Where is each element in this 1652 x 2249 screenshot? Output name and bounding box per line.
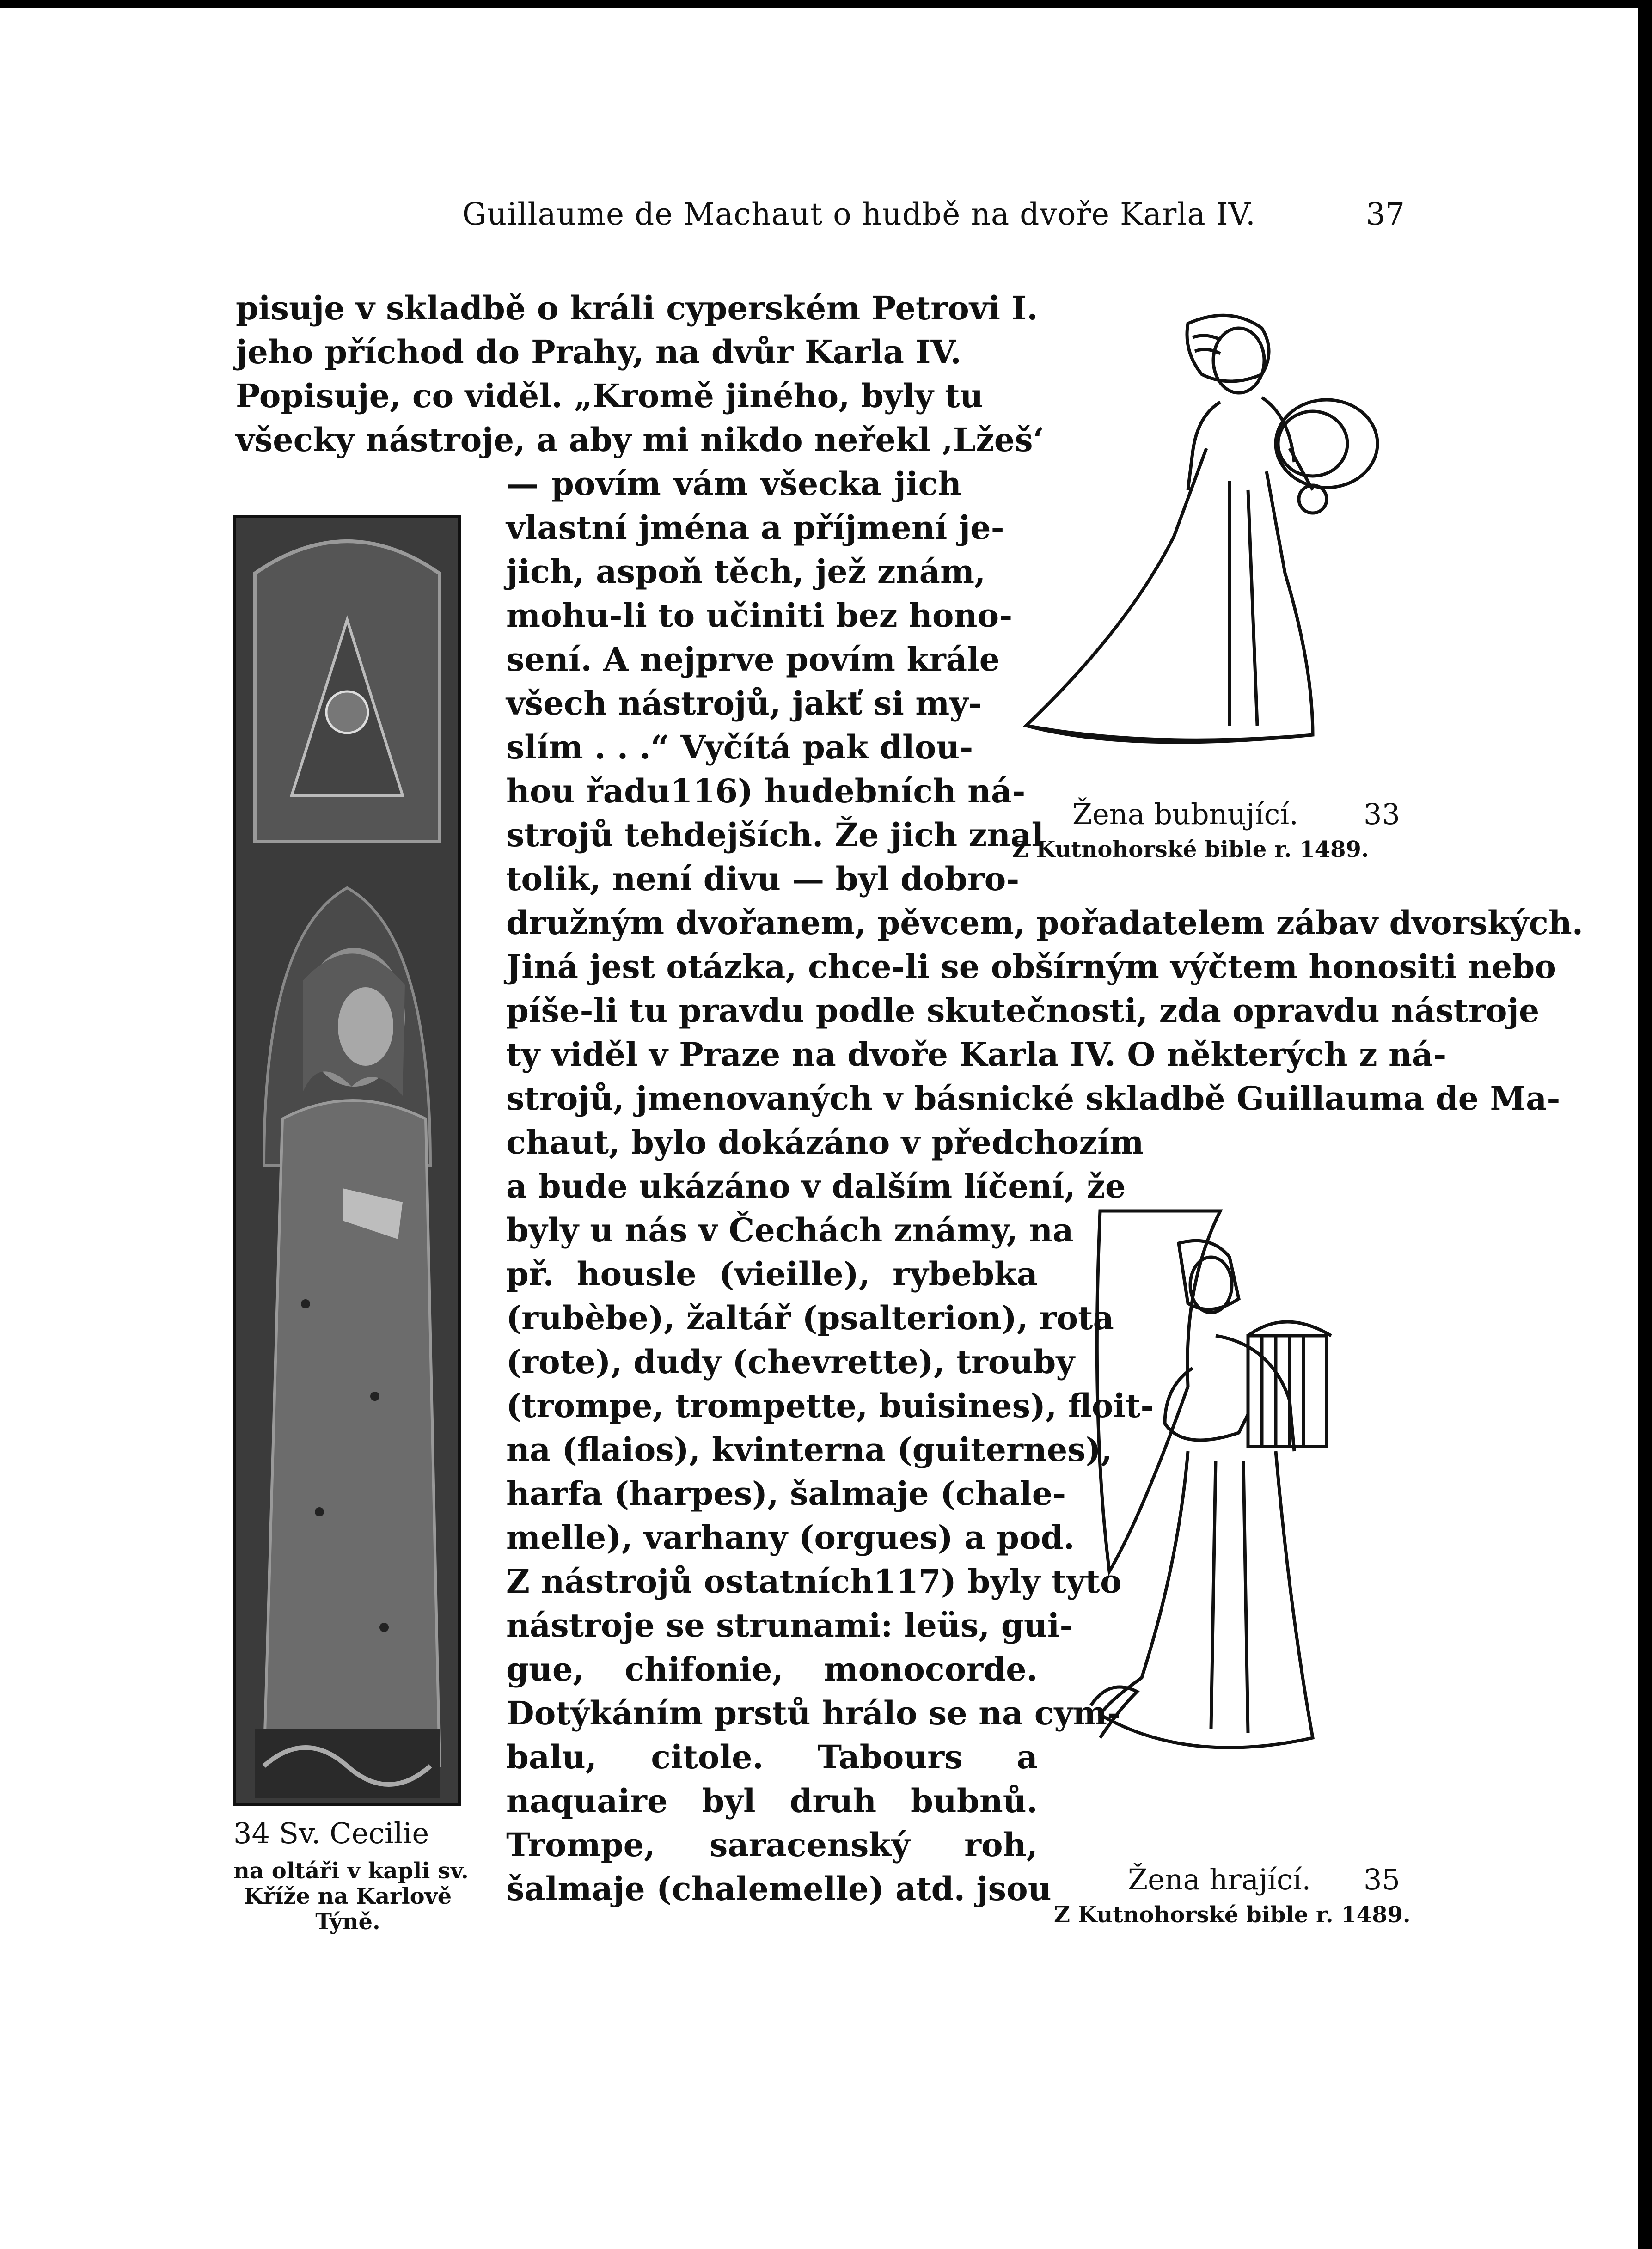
fig35-title: Žena hrající. xyxy=(1128,1863,1311,1896)
text-line: chaut, bylo dokázáno v předchozím xyxy=(506,1123,1144,1161)
text-line: Jiná jest otázka, chce-li se obšírným výčtem honositi nebo xyxy=(506,947,1556,986)
text-line: melle), varhany (orgues) a pod. xyxy=(506,1518,1075,1557)
text-line: naquaire byl druh bubnů. xyxy=(506,1782,1038,1820)
text-line: vlastní jména a příjmení je- xyxy=(506,508,1004,547)
text-line: Trompe, saracenský roh, xyxy=(506,1826,1038,1864)
fig35-source: Z Kutnohorské bible r. 1489. xyxy=(1054,1902,1411,1928)
text-line: strojů tehdejších. Že jich znal xyxy=(506,816,1044,854)
text-line: všech nástrojů, jakť si my- xyxy=(506,684,982,722)
text-line: Popisuje, co viděl. „Kromě jiného, byly tu xyxy=(236,377,984,415)
text-line: (rote), dudy (chevrette), trouby xyxy=(506,1343,1075,1381)
text-line: harfa (harpes), šalmaje (chale- xyxy=(506,1474,1066,1513)
text-line: nástroje se strunami: leüs, gui- xyxy=(506,1606,1073,1644)
text-line: slím . . .“ Vyčítá pak dlou- xyxy=(506,728,973,766)
text-line: strojů, jmenovaných v básnické skladbě Guillauma de Ma- xyxy=(506,1079,1560,1118)
text-line: mohu-li to učiniti bez hono- xyxy=(506,596,1013,635)
text-line: ty viděl v Praze na dvoře Karla IV. O některých z ná- xyxy=(506,1035,1447,1074)
fig34-title: 34 Sv. Cecilie xyxy=(233,1816,429,1850)
fig33-title: Žena bubnující. xyxy=(1072,797,1298,831)
text-line: na (flaios), kvinterna (guiternes), xyxy=(506,1430,1113,1469)
fig33-number: 33 xyxy=(1364,797,1400,831)
text-line: tolik, není divu — byl dobro- xyxy=(506,860,1020,898)
fig34-source-line1: na oltáři v kapli sv. xyxy=(233,1858,469,1884)
text-line: gue, chifonie, monocorde. xyxy=(506,1650,1038,1688)
fig35-number: 35 xyxy=(1364,1863,1400,1896)
text-line: jeho příchod do Prahy, na dvůr Karla IV. xyxy=(236,333,961,371)
scan-edge-right xyxy=(1638,0,1652,2249)
scan-edge-top xyxy=(0,0,1652,8)
text-line: — povím vám všecka jich xyxy=(506,464,961,503)
fig33-source: Z Kutnohorské bible r. 1489. xyxy=(1012,837,1369,862)
saint-cecilia-painting xyxy=(233,515,461,1806)
text-line: balu, citole. Tabours a xyxy=(506,1738,1038,1776)
fig34-source-line2: Kříže na Karlově xyxy=(244,1883,452,1909)
text-line: hou řadu116) hudebních ná- xyxy=(506,772,1026,810)
text-line: Z nástrojů ostatních117) byly tyto xyxy=(506,1562,1122,1601)
fig34-source-line3: Týně. xyxy=(315,1909,380,1935)
text-line: př. housle (vieille), rybebka xyxy=(506,1255,1038,1293)
text-line: družným dvořanem, pěvcem, pořadatelem zábav dvorských. xyxy=(506,904,1584,942)
organ-woman-drawing xyxy=(1072,1192,1396,1816)
text-line: šalmaje (chalemelle) atd. jsou xyxy=(506,1870,1052,1908)
text-line: Dotýkáním prstů hrálo se na cym- xyxy=(506,1694,1121,1732)
page-number: 37 xyxy=(1366,196,1405,232)
text-line: pisuje v skladbě o králi cyperském Petrovi I. xyxy=(236,289,1038,327)
text-line: jich, aspoň těch, jež znám, xyxy=(506,552,986,591)
text-line: všecky nástroje, a aby mi nikdo neřekl ‚Lžeš‘ xyxy=(236,421,1045,459)
text-line: (rubèbe), žaltář (psalterion), rota xyxy=(506,1299,1114,1337)
text-line: byly u nás v Čechách známy, na xyxy=(506,1211,1074,1249)
text-line: píše-li tu pravdu podle skutečnosti, zda opravdu nástroje xyxy=(506,991,1540,1030)
drumming-woman-drawing xyxy=(989,296,1428,767)
running-title: Guillaume de Machaut o hudbě na dvoře Karla IV. xyxy=(462,196,1256,232)
text-line: sení. A nejprve povím krále xyxy=(506,640,1000,678)
text-line: (trompe, trompette, buisines), floit- xyxy=(506,1387,1154,1425)
text-line: a bude ukázáno v dalším líčení, že xyxy=(506,1167,1126,1205)
